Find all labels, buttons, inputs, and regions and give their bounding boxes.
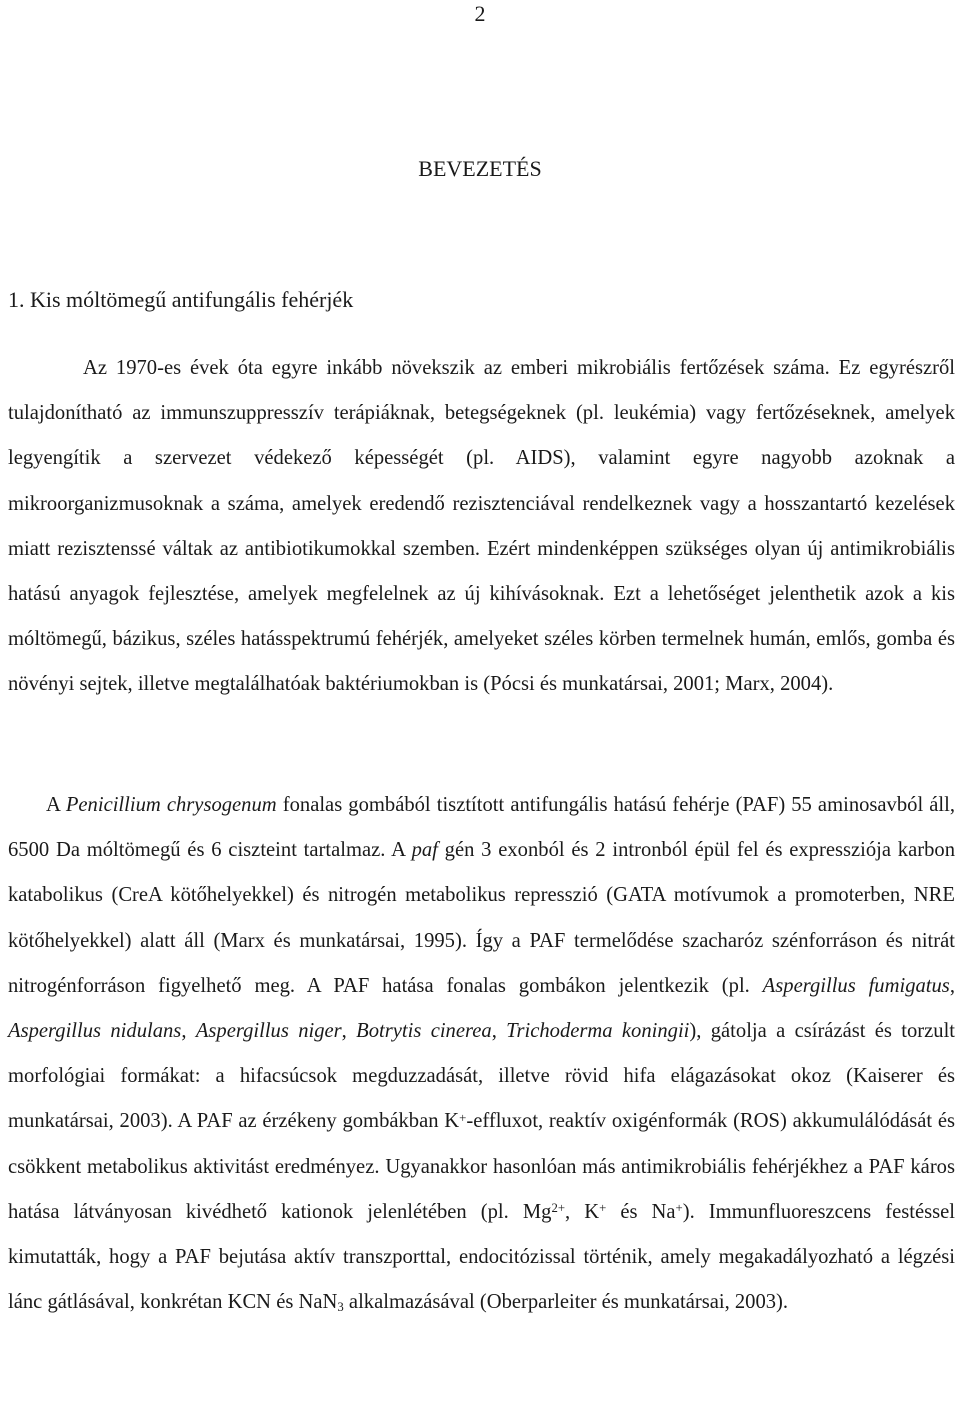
gene-name: paf [411,839,438,862]
superscript-charge: 2+ [551,1201,566,1216]
text-run: , [491,1020,507,1043]
text-run: , [341,1020,357,1043]
species-name: Aspergillus fumigatus [762,974,950,997]
species-name: Penicillium chrysogenum [65,794,277,816]
superscript-charge: + [599,1201,607,1216]
subscript-number: 3 [337,1300,344,1315]
superscript-charge: + [675,1201,683,1216]
section-title-text: Kis móltömegű antifungális fehérjék [30,287,354,312]
species-name: Aspergillus nidulans [8,1020,182,1043]
paragraph-paf [8,783,955,1325]
page-heading: BEVEZETÉS [418,156,542,181]
text-run: -effluxot, reaktív oxigénformák (ROS) akkumulálódását és csökkent metabolikus aktivitást eredményez. Ugyanakkor hasonlóan más antimikrobiális fehérjékhez a PAF káros hatása látványosan kivédhető kationok jelenlétében (pl. Mg [8,1110,956,1223]
paragraph-intro [8,346,955,708]
page-number: 2 [474,1,486,26]
section-title [8,287,353,313]
text-run: A [46,794,66,816]
species-name: Trichoderma koningii [506,1020,690,1043]
section-number: 1. [8,287,25,312]
text-run: gén 3 exonból és 2 intronból épül fel és expressziója karbon katabolikus (CreA kötőhelyekkel) és nitrogén metabolikus represszió (GATA motívumok a promoterben, NRE kötőhelyekkel) alatt áll (Marx és munkatársai, 1995). Így a PAF termelődése szacharóz szénforráson és nitrát nitrogénforráson figyelhető meg. A PAF hatása fonalas gombákon jelentkezik (pl. [8,839,955,997]
text-run: , [181,1020,196,1043]
text-run: és Na [606,1200,676,1223]
species-name: Botrytis cinerea [356,1020,492,1043]
paragraph-paf-text [8,783,955,1325]
text-run: fonalas gombából tisztított antifungális hatású fehérje (PAF) 55 aminosavból áll, 6500 Da móltömegű és 6 ciszteint tartalmaz. A [8,794,955,862]
superscript-charge: + [459,1110,467,1125]
species-name: Aspergillus niger [195,1020,342,1043]
text-run: ). Immunfluoreszcens festéssel kimutatták, hogy a PAF bejutása aktív transzporttal, endocitózissal történik, amely megakadályozható a légzési lánc gátlásával, konkrétan KCN és NaN [8,1200,956,1314]
text-run: ), gátolja a csírázást és torzult morfológiai formákat: a hifacsúcsok megduzzadását, illetve rövid hifa elágazásokat okoz (Kaiserer és munkatársai, 2003). A PAF az érzékeny gombákban K [8,1020,956,1133]
paragraph-intro-text: Az 1970-es évek óta egyre inkább növekszik az emberi mikrobiális fertőzések száma. Ez egyrészről tulajdonítható az immunszuppresszív terápiáknak, betegségeknek (pl. leukémia) vagy fertőzéseknek, amelyek legyengítik a szervezet védekező képességét (pl. AIDS), valamint egyre nagyobb azoknak a mikroorganizmusoknak a száma, amelyek eredendő rezisztenciával rendelkeznek vagy a hosszantartó kezelések miatt rezisztenssé váltak az antibiotikumokkal szemben. Ezért mindenképpen szükséges olyan új antimikrobiális hatású anyagok fejlesztése, amelyek megfelelnek az új kihívásoknak. Ezt a lehetőséget jelenthetik azok a kis móltömegű, bázikus, széles hatásspektrumú fehérjék, amelyeket széles körben termelnek humán, emlős, gomba és növényi sejtek, illetve megtalálhatóak baktériumokban is (Pócsi és munkatársai, 2001; Marx, 2004). [8,357,955,696]
text-run: , [949,974,955,997]
text-run: alkalmazásával (Oberparleiter és munkatársai, 2003). [343,1291,789,1314]
text-run: , K [565,1200,600,1223]
